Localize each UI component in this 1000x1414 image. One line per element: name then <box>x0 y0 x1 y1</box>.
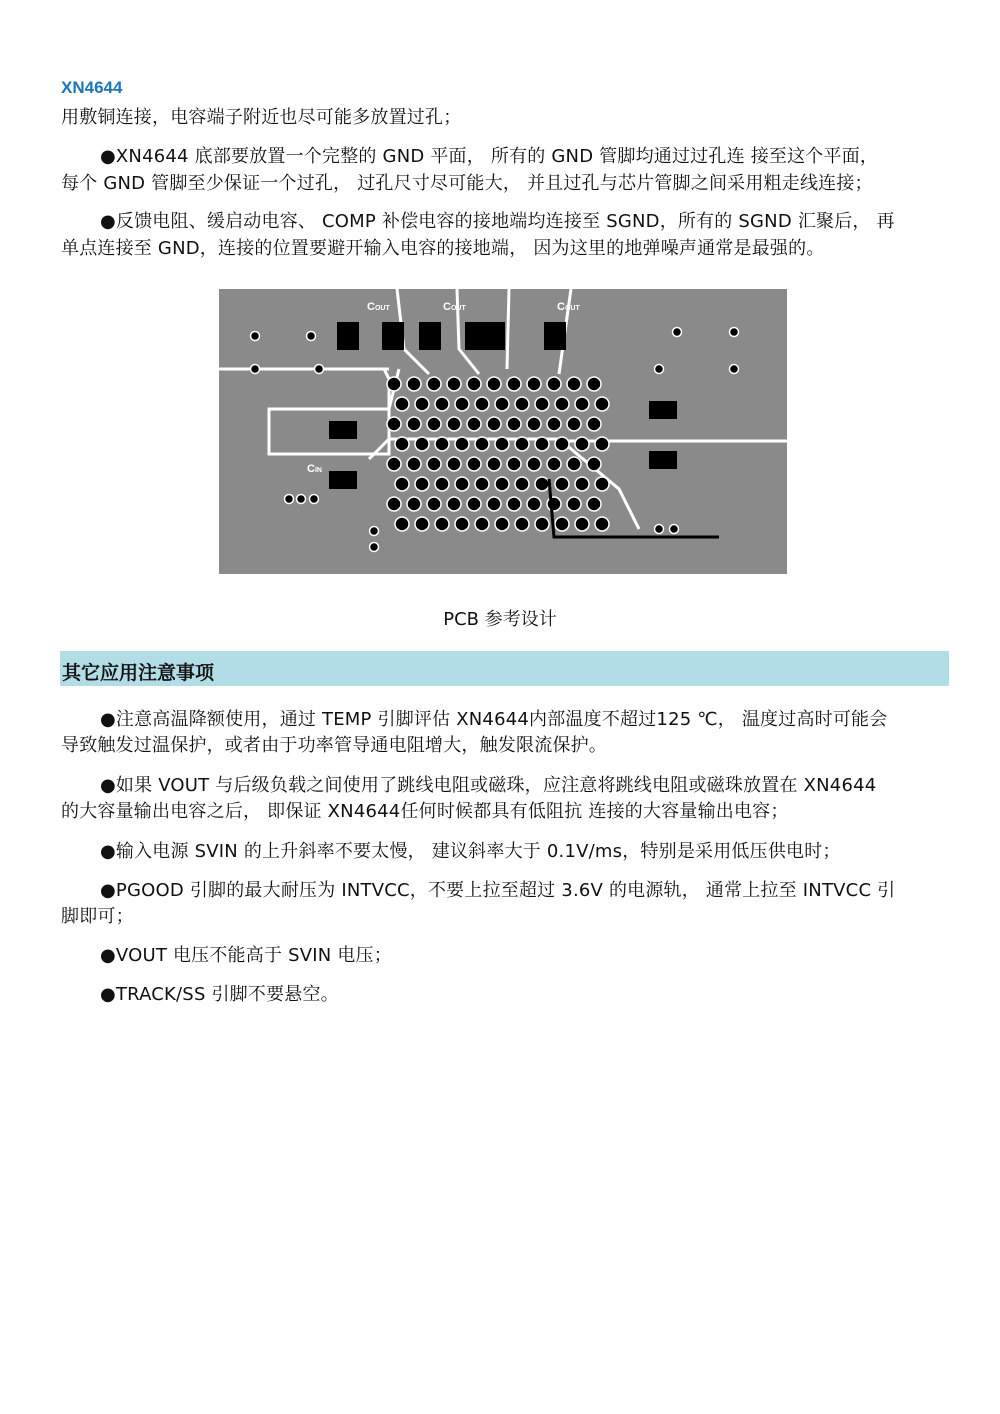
via-dot <box>387 497 401 511</box>
via-dot <box>515 397 529 411</box>
via-dot <box>515 437 529 451</box>
cin-label: CIN <box>307 463 322 475</box>
via-dot <box>547 417 561 431</box>
note-line: ●注意高温降额使用，通过 TEMP 引脚评估 XN4644内部温度不超过125 ℃， 温度过高时可能会 <box>100 709 888 730</box>
via-dot <box>555 397 569 411</box>
intro-line: 用敷铜连接，电容端子附近也尽可能多放置过孔； <box>61 107 462 128</box>
pcb-reference-image <box>219 289 787 574</box>
via-dot <box>515 477 529 491</box>
via-dot <box>475 437 489 451</box>
via-dot <box>527 377 541 391</box>
via-dot <box>575 437 589 451</box>
via-dot <box>447 377 461 391</box>
via-dot <box>487 497 501 511</box>
section-title: 其它应用注意事项 <box>62 662 215 684</box>
cout-label: COUT <box>443 301 466 313</box>
via-dot <box>507 377 521 391</box>
via-dot <box>447 417 461 431</box>
via-dot <box>415 517 429 531</box>
via-dot <box>407 497 421 511</box>
via-dot <box>487 377 501 391</box>
via-dot <box>587 417 601 431</box>
via-dot <box>251 332 260 341</box>
via-dot <box>535 517 549 531</box>
via-dot <box>447 457 461 471</box>
via-dot <box>387 377 401 391</box>
via-dot <box>527 417 541 431</box>
via-dot <box>567 457 581 471</box>
paragraph-line: ●反馈电阻、缓启动电容、 COMP 补偿电容的接地端均连接至 SGND，所有的 SGND 汇聚后， 再 <box>100 211 895 232</box>
paragraph-line: ●XN4644 底部要放置一个完整的 GND 平面， 所有的 GND 管脚均通过过孔连 接至这个平面， <box>100 146 879 167</box>
via-dot <box>475 397 489 411</box>
via-dot <box>415 477 429 491</box>
via-dot <box>427 457 441 471</box>
via-dot <box>315 365 324 374</box>
via-dot <box>527 497 541 511</box>
via-dot <box>427 417 441 431</box>
via-dot <box>507 497 521 511</box>
via-dot <box>387 417 401 431</box>
note-line: ●PGOOD 引脚的最大耐压为 INTVCC，不要上拉至超过 3.6V 的电源轨， 通常上拉至 INTVCC 引 <box>100 880 896 901</box>
via-dot <box>475 517 489 531</box>
via-dot <box>455 477 469 491</box>
cout-label: COUT <box>367 301 390 313</box>
via-dot <box>435 477 449 491</box>
via-dot <box>507 417 521 431</box>
note-line: 的大容量输出电容之后， 即保证 XN4644任何时候都具有低阻抗 连接的大容量输出电容； <box>61 801 789 822</box>
via-dot <box>555 517 569 531</box>
via-dot <box>587 377 601 391</box>
via-dot <box>467 457 481 471</box>
via-dot <box>567 377 581 391</box>
cout-label: COUT <box>557 301 580 313</box>
via-dot <box>395 517 409 531</box>
via-dot <box>455 397 469 411</box>
via-dot <box>595 477 609 491</box>
figure-caption: PCB 参考设计 <box>443 609 557 630</box>
via-dot <box>297 495 306 504</box>
via-dot <box>587 457 601 471</box>
via-dot <box>415 397 429 411</box>
via-dot <box>455 437 469 451</box>
via-dot <box>251 365 260 374</box>
via-dot <box>670 525 679 534</box>
via-dot <box>547 497 561 511</box>
via-dot <box>730 328 739 337</box>
via-dot <box>587 497 601 511</box>
via-dot <box>547 457 561 471</box>
via-dot <box>475 477 489 491</box>
section-band <box>60 651 949 686</box>
via-dot <box>527 457 541 471</box>
via-dot <box>595 397 609 411</box>
via-dot <box>307 332 316 341</box>
via-dot <box>495 517 509 531</box>
via-dot <box>730 365 739 374</box>
note-line: 导致触发过温保护，或者由于功率管导通电阻增大，触发限流保护。 <box>61 735 607 756</box>
via-dot <box>435 517 449 531</box>
via-dot <box>673 328 682 337</box>
via-dot <box>427 377 441 391</box>
via-dot <box>575 477 589 491</box>
via-dot <box>415 437 429 451</box>
via-dot <box>435 437 449 451</box>
via-dot <box>387 457 401 471</box>
via-dot <box>395 477 409 491</box>
via-dot <box>555 437 569 451</box>
via-dot <box>507 457 521 471</box>
via-dot <box>595 437 609 451</box>
via-dot <box>487 417 501 431</box>
via-dot <box>467 497 481 511</box>
via-dot <box>495 477 509 491</box>
via-dot <box>567 417 581 431</box>
via-dot <box>467 377 481 391</box>
via-dot <box>285 495 294 504</box>
note-line: ●VOUT 电压不能高于 SVIN 电压； <box>100 945 392 966</box>
via-dot <box>407 417 421 431</box>
via-dot <box>395 437 409 451</box>
via-dot <box>655 365 664 374</box>
paragraph-line: 单点连接至 GND，连接的位置要避开输入电容的接地端， 因为这里的地弹噪声通常是最强的。 <box>61 238 825 259</box>
note-line: ●TRACK/SS 引脚不要悬空。 <box>100 984 339 1005</box>
via-dot <box>535 397 549 411</box>
via-dot <box>515 517 529 531</box>
via-dot <box>535 477 549 491</box>
via-dot <box>435 397 449 411</box>
via-dot <box>447 497 461 511</box>
note-line: ●如果 VOUT 与后级负载之间使用了跳线电阻或磁珠，应注意将跳线电阻或磁珠放置在 XN4644 <box>100 775 877 796</box>
note-line: ●输入电源 SVIN 的上升斜率不要太慢， 建议斜率大于 0.1V/ms，特别是采用低压供电时； <box>100 841 841 862</box>
via-dot <box>467 417 481 431</box>
via-dot <box>567 497 581 511</box>
via-dot <box>370 527 379 536</box>
via-dot <box>407 457 421 471</box>
via-dot <box>455 517 469 531</box>
via-dot <box>407 377 421 391</box>
via-dot <box>370 543 379 552</box>
section-header-xn4644: XN4644 <box>61 78 123 97</box>
via-dot <box>487 457 501 471</box>
note-line: 脚即可； <box>61 906 134 927</box>
via-dot <box>655 525 664 534</box>
via-dot <box>595 517 609 531</box>
via-dot <box>495 397 509 411</box>
via-dot <box>575 517 589 531</box>
paragraph-line: 每个 GND 管脚至少保证一个过孔， 过孔尺寸尽可能大， 并且过孔与芯片管脚之间采用粗走线连接； <box>61 173 873 194</box>
via-dot <box>310 495 319 504</box>
via-dot <box>555 477 569 491</box>
via-dot <box>495 437 509 451</box>
via-dot <box>547 377 561 391</box>
via-dot <box>427 497 441 511</box>
via-dot <box>535 437 549 451</box>
via-dot <box>575 397 589 411</box>
via-dot <box>395 397 409 411</box>
